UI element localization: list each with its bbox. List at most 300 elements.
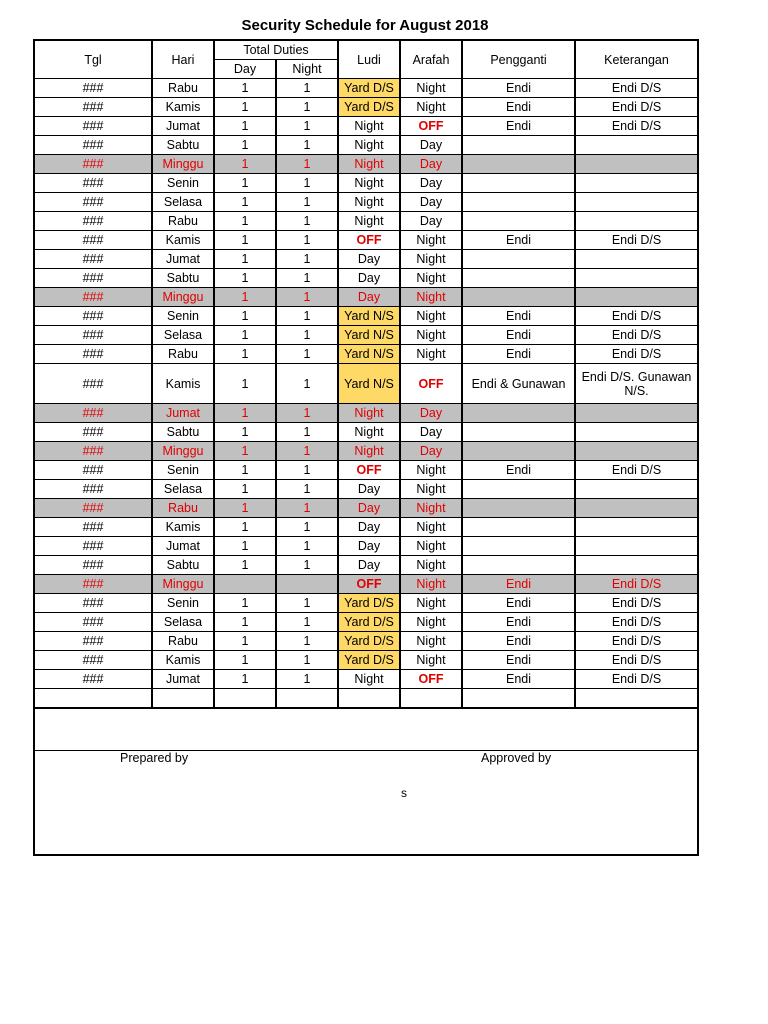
cell-night: 1 [276, 212, 338, 231]
cell-tgl: ### [34, 117, 152, 136]
cell-ludi: Night [338, 670, 400, 689]
header-total-duties: Total Duties [214, 40, 338, 60]
header-arafah: Arafah [400, 40, 462, 79]
cell-night: 1 [276, 632, 338, 651]
cell-arafah: Night [400, 575, 462, 594]
document-title: Security Schedule for August 2018 [241, 17, 489, 34]
cell-tgl: ### [34, 442, 152, 461]
cell-arafah: Night [400, 269, 462, 288]
cell-night: 1 [276, 556, 338, 575]
table-row [34, 613, 698, 632]
cell-ludi: Night [338, 423, 400, 442]
cell-hari: Kamis [152, 518, 214, 537]
cell-tgl: ### [34, 364, 152, 404]
cell-ludi: Yard D/S [338, 613, 400, 632]
empty-cell [34, 689, 152, 709]
table-row [34, 442, 698, 461]
cell-arafah: OFF [400, 364, 462, 404]
cell-night: 1 [276, 117, 338, 136]
cell-tgl: ### [34, 423, 152, 442]
cell-ludi: Day [338, 518, 400, 537]
cell-night: 1 [276, 98, 338, 117]
cell-hari: Rabu [152, 345, 214, 364]
table-row [34, 288, 698, 307]
cell-night: 1 [276, 345, 338, 364]
cell-ludi: Yard D/S [338, 79, 400, 98]
cell-arafah: Day [400, 174, 462, 193]
cell-ludi: Day [338, 537, 400, 556]
cell-keterangan [575, 288, 698, 307]
empty-cell [276, 689, 338, 709]
cell-hari: Selasa [152, 326, 214, 345]
cell-night: 1 [276, 594, 338, 613]
cell-day: 1 [214, 345, 276, 364]
header-pengganti: Pengganti [462, 40, 575, 79]
cell-ludi: Yard N/S [338, 307, 400, 326]
cell-hari: Minggu [152, 442, 214, 461]
cell-keterangan [575, 442, 698, 461]
cell-ludi: Yard D/S [338, 594, 400, 613]
cell-ludi: Day [338, 269, 400, 288]
cell-day: 1 [214, 423, 276, 442]
cell-tgl: ### [34, 231, 152, 250]
table-row [34, 518, 698, 537]
cell-hari: Minggu [152, 288, 214, 307]
cell-keterangan [575, 193, 698, 212]
cell-arafah: OFF [400, 670, 462, 689]
cell-keterangan: Endi D/S [575, 670, 698, 689]
cell-arafah: Night [400, 288, 462, 307]
cell-day [214, 575, 276, 594]
cell-tgl: ### [34, 404, 152, 423]
cell-tgl: ### [34, 461, 152, 480]
cell-ludi: OFF [338, 231, 400, 250]
cell-keterangan: Endi D/S [575, 79, 698, 98]
cell-night: 1 [276, 155, 338, 174]
header-keterangan: Keterangan [575, 40, 698, 79]
cell-arafah: Day [400, 136, 462, 155]
header-ludi: Ludi [338, 40, 400, 79]
cell-arafah: Night [400, 250, 462, 269]
cell-tgl: ### [34, 326, 152, 345]
cell-pengganti: Endi [462, 575, 575, 594]
table-row [34, 250, 698, 269]
table-row [34, 136, 698, 155]
cell-day: 1 [214, 364, 276, 404]
cell-keterangan [575, 250, 698, 269]
cell-day: 1 [214, 594, 276, 613]
cell-pengganti: Endi [462, 632, 575, 651]
cell-arafah: Night [400, 651, 462, 670]
cell-day: 1 [214, 98, 276, 117]
cell-tgl: ### [34, 288, 152, 307]
cell-hari: Jumat [152, 117, 214, 136]
cell-ludi: Yard N/S [338, 364, 400, 404]
cell-day: 1 [214, 404, 276, 423]
cell-ludi: Night [338, 155, 400, 174]
cell-keterangan: Endi D/S [575, 632, 698, 651]
cell-hari: Minggu [152, 575, 214, 594]
cell-night: 1 [276, 307, 338, 326]
table-row [34, 575, 698, 594]
cell-hari: Senin [152, 461, 214, 480]
table-row [34, 670, 698, 689]
cell-arafah: Night [400, 480, 462, 499]
cell-tgl: ### [34, 575, 152, 594]
cell-hari: Rabu [152, 632, 214, 651]
cell-day: 1 [214, 518, 276, 537]
empty-cell [575, 689, 698, 709]
cell-tgl: ### [34, 250, 152, 269]
cell-night: 1 [276, 288, 338, 307]
cell-day: 1 [214, 307, 276, 326]
cell-pengganti: Endi & Gunawan [462, 364, 575, 404]
table-row [34, 556, 698, 575]
cell-hari: Selasa [152, 480, 214, 499]
cell-day: 1 [214, 269, 276, 288]
cell-hari: Kamis [152, 364, 214, 404]
cell-keterangan [575, 537, 698, 556]
header-row-1 [34, 40, 698, 60]
cell-tgl: ### [34, 193, 152, 212]
cell-arafah: Night [400, 499, 462, 518]
cell-tgl: ### [34, 136, 152, 155]
cell-night: 1 [276, 136, 338, 155]
empty-cell [400, 689, 462, 709]
cell-day: 1 [214, 461, 276, 480]
cell-day: 1 [214, 155, 276, 174]
cell-day: 1 [214, 117, 276, 136]
cell-pengganti: Endi [462, 79, 575, 98]
cell-night: 1 [276, 461, 338, 480]
cell-day: 1 [214, 651, 276, 670]
cell-day: 1 [214, 136, 276, 155]
table-row [34, 423, 698, 442]
cell-day: 1 [214, 288, 276, 307]
cell-arafah: Night [400, 79, 462, 98]
cell-hari: Jumat [152, 404, 214, 423]
cell-keterangan: Endi D/S [575, 117, 698, 136]
cell-ludi: Night [338, 442, 400, 461]
table-row [34, 364, 698, 404]
cell-arafah: Day [400, 155, 462, 174]
cell-arafah: Night [400, 537, 462, 556]
empty-cell [462, 689, 575, 709]
cell-pengganti [462, 442, 575, 461]
signature-mark: s [401, 786, 407, 800]
prepared-by-label: Prepared by [120, 751, 189, 765]
cell-keterangan [575, 556, 698, 575]
cell-hari: Senin [152, 174, 214, 193]
cell-pengganti: Endi [462, 613, 575, 632]
cell-keterangan [575, 423, 698, 442]
cell-keterangan [575, 480, 698, 499]
cell-ludi: Day [338, 480, 400, 499]
cell-hari: Rabu [152, 79, 214, 98]
cell-hari: Selasa [152, 613, 214, 632]
cell-arafah: Night [400, 594, 462, 613]
cell-pengganti: Endi [462, 117, 575, 136]
schedule-table [33, 39, 699, 709]
cell-arafah: Night [400, 307, 462, 326]
table-row [34, 594, 698, 613]
cell-tgl: ### [34, 155, 152, 174]
cell-tgl: ### [34, 651, 152, 670]
cell-day: 1 [214, 174, 276, 193]
table-row [34, 79, 698, 98]
table-row [34, 632, 698, 651]
cell-keterangan: Endi D/S [575, 98, 698, 117]
cell-pengganti: Endi [462, 651, 575, 670]
table-row [34, 499, 698, 518]
cell-pengganti [462, 250, 575, 269]
cell-ludi: Day [338, 250, 400, 269]
cell-keterangan: Endi D/S [575, 231, 698, 250]
header-hari: Hari [152, 40, 214, 79]
cell-tgl: ### [34, 307, 152, 326]
cell-night: 1 [276, 613, 338, 632]
header-day: Day [214, 60, 276, 79]
cell-arafah: Night [400, 518, 462, 537]
cell-day: 1 [214, 670, 276, 689]
cell-day: 1 [214, 212, 276, 231]
cell-keterangan [575, 404, 698, 423]
cell-keterangan [575, 155, 698, 174]
cell-day: 1 [214, 556, 276, 575]
cell-day: 1 [214, 250, 276, 269]
cell-tgl: ### [34, 345, 152, 364]
cell-pengganti [462, 499, 575, 518]
table-row [34, 651, 698, 670]
schedule-body [34, 79, 698, 709]
cell-ludi: Night [338, 174, 400, 193]
cell-night: 1 [276, 499, 338, 518]
cell-day: 1 [214, 632, 276, 651]
cell-pengganti [462, 174, 575, 193]
cell-day: 1 [214, 79, 276, 98]
cell-hari: Minggu [152, 155, 214, 174]
cell-arafah: Day [400, 442, 462, 461]
cell-night: 1 [276, 174, 338, 193]
cell-arafah: Day [400, 404, 462, 423]
cell-tgl: ### [34, 269, 152, 288]
cell-pengganti [462, 136, 575, 155]
cell-hari: Jumat [152, 537, 214, 556]
cell-keterangan: Endi D/S [575, 461, 698, 480]
cell-night [276, 575, 338, 594]
table-row [34, 117, 698, 136]
cell-ludi: Day [338, 288, 400, 307]
cell-arafah: Night [400, 613, 462, 632]
table-row [34, 461, 698, 480]
cell-night: 1 [276, 518, 338, 537]
cell-hari: Selasa [152, 193, 214, 212]
signature-section [33, 708, 699, 856]
cell-keterangan: Endi D/S [575, 307, 698, 326]
cell-night: 1 [276, 404, 338, 423]
cell-day: 1 [214, 537, 276, 556]
cell-tgl: ### [34, 632, 152, 651]
cell-arafah: Night [400, 556, 462, 575]
cell-pengganti: Endi [462, 307, 575, 326]
cell-hari: Senin [152, 594, 214, 613]
cell-night: 1 [276, 480, 338, 499]
cell-hari: Kamis [152, 98, 214, 117]
table-row [34, 155, 698, 174]
cell-keterangan: Endi D/S [575, 345, 698, 364]
cell-night: 1 [276, 423, 338, 442]
table-row [34, 269, 698, 288]
cell-day: 1 [214, 442, 276, 461]
cell-tgl: ### [34, 212, 152, 231]
cell-ludi: Yard D/S [338, 98, 400, 117]
cell-day: 1 [214, 480, 276, 499]
cell-pengganti: Endi [462, 461, 575, 480]
cell-keterangan [575, 499, 698, 518]
cell-arafah: Night [400, 98, 462, 117]
cell-night: 1 [276, 442, 338, 461]
approved-by-label: Approved by [481, 751, 552, 765]
header-tgl: Tgl [34, 40, 152, 79]
cell-keterangan [575, 136, 698, 155]
cell-day: 1 [214, 193, 276, 212]
cell-day: 1 [214, 231, 276, 250]
cell-pengganti [462, 404, 575, 423]
cell-night: 1 [276, 651, 338, 670]
cell-arafah: Day [400, 423, 462, 442]
cell-pengganti [462, 288, 575, 307]
table-row [34, 404, 698, 423]
cell-tgl: ### [34, 98, 152, 117]
cell-arafah: Night [400, 326, 462, 345]
cell-ludi: OFF [338, 575, 400, 594]
cell-ludi: Day [338, 556, 400, 575]
cell-keterangan: Endi D/S [575, 326, 698, 345]
cell-keterangan [575, 269, 698, 288]
cell-tgl: ### [34, 174, 152, 193]
cell-hari: Rabu [152, 212, 214, 231]
cell-night: 1 [276, 537, 338, 556]
cell-ludi: Yard N/S [338, 326, 400, 345]
cell-night: 1 [276, 364, 338, 404]
cell-pengganti [462, 518, 575, 537]
table-row [34, 231, 698, 250]
cell-ludi: Night [338, 136, 400, 155]
cell-keterangan [575, 518, 698, 537]
cell-arafah: OFF [400, 117, 462, 136]
cell-hari: Sabtu [152, 269, 214, 288]
cell-arafah: Night [400, 632, 462, 651]
cell-tgl: ### [34, 480, 152, 499]
empty-row [34, 689, 698, 709]
cell-pengganti: Endi [462, 231, 575, 250]
cell-night: 1 [276, 231, 338, 250]
table-row [34, 480, 698, 499]
cell-pengganti [462, 212, 575, 231]
cell-keterangan [575, 212, 698, 231]
cell-tgl: ### [34, 594, 152, 613]
cell-arafah: Night [400, 461, 462, 480]
cell-pengganti: Endi [462, 345, 575, 364]
cell-ludi: Night [338, 193, 400, 212]
cell-arafah: Night [400, 345, 462, 364]
cell-pengganti [462, 556, 575, 575]
cell-pengganti [462, 269, 575, 288]
empty-cell [214, 689, 276, 709]
cell-pengganti: Endi [462, 98, 575, 117]
empty-cell [338, 689, 400, 709]
cell-night: 1 [276, 670, 338, 689]
cell-pengganti [462, 193, 575, 212]
cell-pengganti [462, 423, 575, 442]
cell-pengganti [462, 155, 575, 174]
cell-hari: Sabtu [152, 423, 214, 442]
cell-keterangan [575, 174, 698, 193]
cell-tgl: ### [34, 79, 152, 98]
cell-ludi: Night [338, 212, 400, 231]
cell-pengganti: Endi [462, 594, 575, 613]
cell-ludi: Yard D/S [338, 651, 400, 670]
cell-tgl: ### [34, 537, 152, 556]
cell-keterangan: Endi D/S [575, 594, 698, 613]
cell-ludi: Night [338, 117, 400, 136]
table-row [34, 345, 698, 364]
cell-night: 1 [276, 269, 338, 288]
cell-hari: Sabtu [152, 136, 214, 155]
cell-night: 1 [276, 193, 338, 212]
footer-spacer [35, 708, 697, 751]
cell-night: 1 [276, 79, 338, 98]
cell-keterangan: Endi D/S [575, 575, 698, 594]
cell-tgl: ### [34, 670, 152, 689]
cell-ludi: OFF [338, 461, 400, 480]
cell-tgl: ### [34, 613, 152, 632]
cell-hari: Senin [152, 307, 214, 326]
cell-keterangan: Endi D/S [575, 651, 698, 670]
cell-hari: Rabu [152, 499, 214, 518]
cell-hari: Jumat [152, 670, 214, 689]
cell-hari: Kamis [152, 231, 214, 250]
cell-tgl: ### [34, 499, 152, 518]
cell-tgl: ### [34, 556, 152, 575]
cell-tgl: ### [34, 518, 152, 537]
cell-day: 1 [214, 613, 276, 632]
cell-ludi: Day [338, 499, 400, 518]
cell-ludi: Night [338, 404, 400, 423]
cell-arafah: Day [400, 193, 462, 212]
cell-arafah: Night [400, 231, 462, 250]
table-row [34, 537, 698, 556]
empty-cell [152, 689, 214, 709]
cell-night: 1 [276, 326, 338, 345]
table-row [34, 326, 698, 345]
cell-hari: Kamis [152, 651, 214, 670]
header-night: Night [276, 60, 338, 79]
cell-hari: Sabtu [152, 556, 214, 575]
cell-ludi: Yard D/S [338, 632, 400, 651]
table-row [34, 98, 698, 117]
cell-pengganti [462, 537, 575, 556]
cell-pengganti: Endi [462, 326, 575, 345]
table-row [34, 212, 698, 231]
cell-pengganti [462, 480, 575, 499]
cell-keterangan: Endi D/S [575, 613, 698, 632]
table-row [34, 307, 698, 326]
table-row [34, 174, 698, 193]
cell-pengganti: Endi [462, 670, 575, 689]
cell-hari: Jumat [152, 250, 214, 269]
table-row [34, 193, 698, 212]
